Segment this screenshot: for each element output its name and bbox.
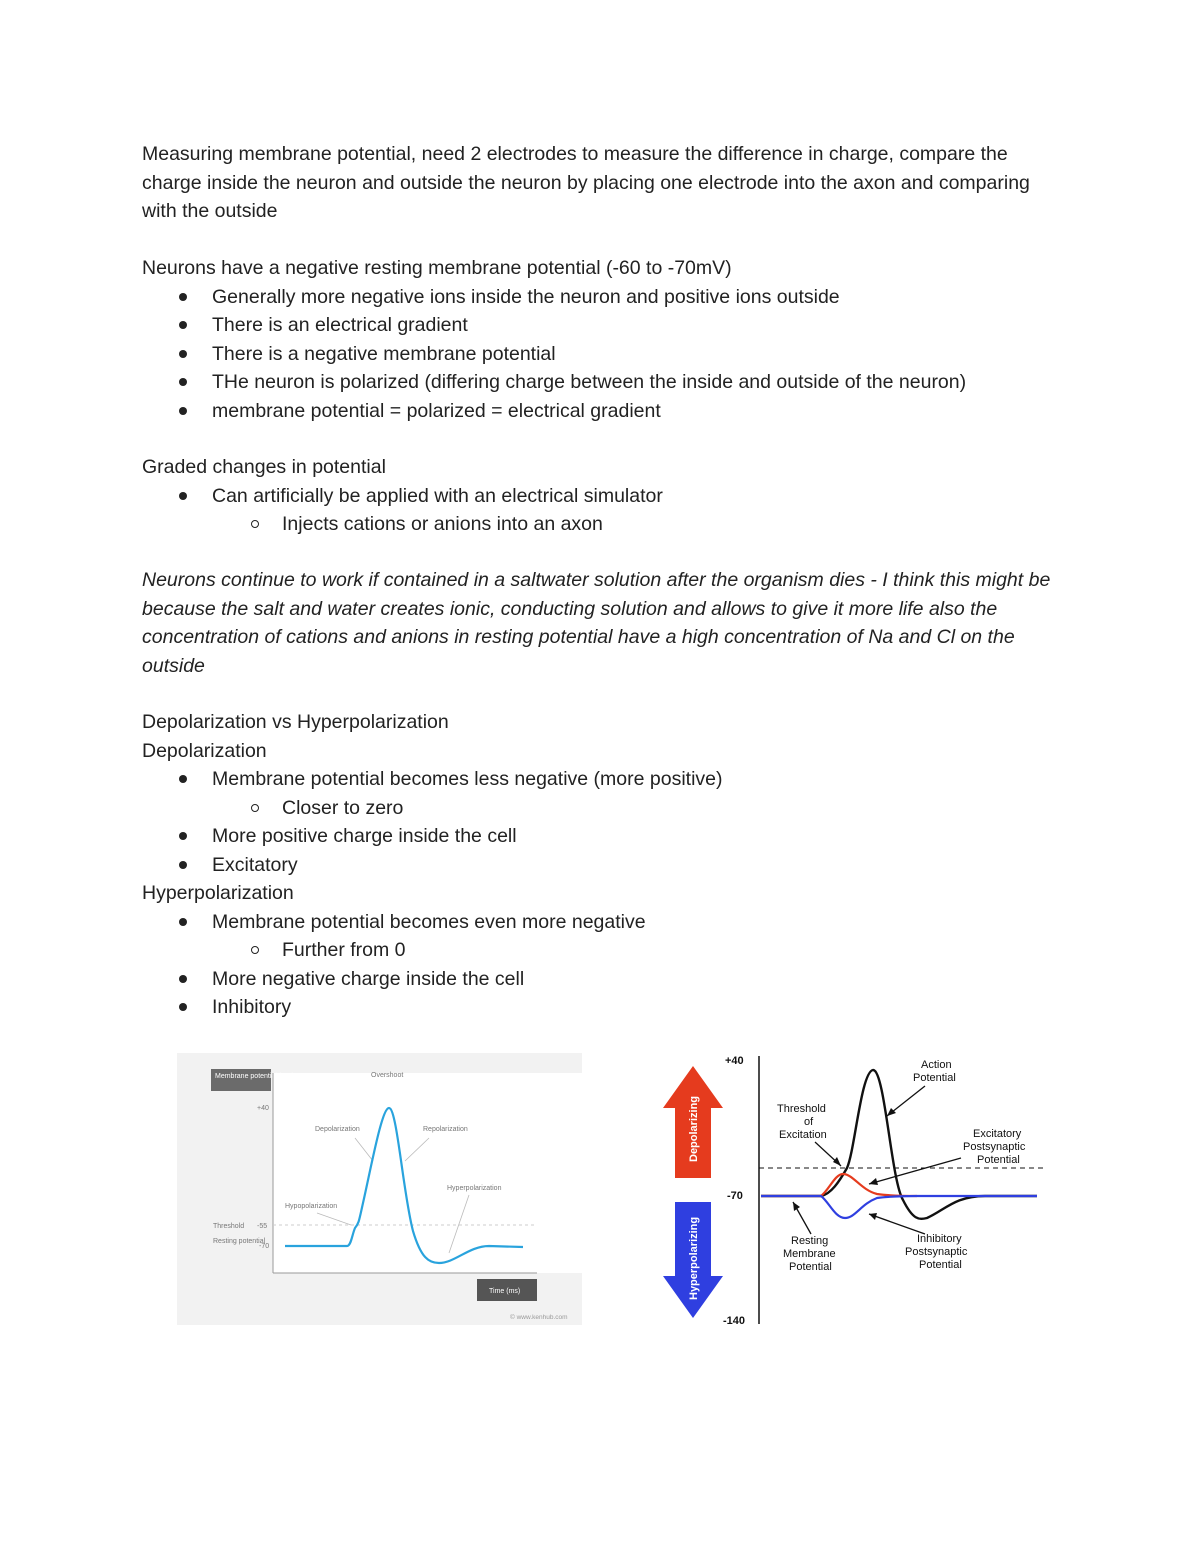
ipsp-line [761,1196,1037,1218]
resting-potential-label: Membrane [783,1248,836,1260]
ipsp-label: Inhibitory [917,1233,962,1245]
tick-plus40: +40 [257,1105,269,1112]
intro-paragraph: Measuring membrane potential, need 2 electrodes to measure the difference in charge, compare the charge inside the neuron and outside the neuron by placing one electrode into the axon and comparing with the outside [142,143,1030,222]
tick-plus40: +40 [725,1055,744,1067]
depolarization-list [142,765,723,879]
x-axis-label: Time (ms) [489,1288,521,1295]
note-paragraph: Neurons continue to work if contained in a saltwater solution after the organism dies - I think this might be because the salt and water creates ionic, conducting solution and allows to give it more life also the concentration of cations and anions in resting potential have a high concentration of Na and Cl on the outside [142,569,1051,677]
list-item: There is a negative membrane potential [142,340,966,369]
threshold-label: Threshold [777,1103,826,1115]
ipsp-label: Potential [919,1259,962,1271]
list-item: There is an electrical gradient [142,311,966,340]
hyperpolarizing-label: Hyperpolarizing [688,1216,700,1300]
list-item: More negative charge inside the cell [142,965,646,994]
resting-potential-label: Potential [789,1261,832,1273]
hyperpolarization-label: Hyperpolarization [447,1185,502,1192]
hyperpolarization-list [142,908,646,1022]
list-item: Generally more negative ions inside the neuron and positive ions outside [142,283,966,312]
graded-heading: Graded changes in potential [142,456,386,478]
tick-minus140: -140 [723,1315,746,1327]
list-subitem: Further from 0 [142,936,646,965]
depolarization-label: Depolarization [315,1126,360,1133]
postsynaptic-potential-graph [655,1050,1055,1330]
resting-value: -70 [259,1243,270,1250]
list-item: Membrane potential becomes even more negative [142,908,646,937]
list-item: Excitatory [142,851,723,880]
list-item: Membrane potential becomes less negative (more positive) [142,765,723,794]
list-item: THe neuron is polarized (differing charge between the inside and outside of the neuron) [142,368,966,397]
depolarizing-label: Depolarizing [688,1095,700,1162]
epsp-label: Excitatory [973,1128,1022,1140]
list-subitem: Closer to zero [142,794,723,823]
list-item: membrane potential = polarized = electrical gradient [142,397,966,426]
list-item: Inhibitory [142,993,646,1022]
resting-label: Resting potential [213,1238,266,1245]
resting-list [142,283,966,426]
threshold-value: -55 [257,1223,268,1230]
repolarization-label: Repolarization [423,1126,468,1133]
tick-minus70: -70 [727,1190,743,1202]
resting-heading: Neurons have a negative resting membrane potential (-60 to -70mV) [142,257,732,279]
action-potential-label: Potential [913,1072,956,1084]
list-subitem: Injects cations or anions into an axon [142,510,663,539]
graded-list [142,482,663,539]
hypopolarization-label: Hypopolarization [285,1203,338,1210]
overshoot-label: Overshoot [371,1072,404,1079]
action-potential-label: Action [921,1059,952,1071]
hyperpolarization-heading: Hyperpolarization [142,882,294,904]
y-axis-label: Membrane potential (mV) [215,1073,294,1080]
list-item: Can artificially be applied with an electrical simulator [142,482,663,511]
list-item: More positive charge inside the cell [142,822,723,851]
epsp-label: Potential [977,1154,1020,1166]
threshold-label: Threshold [213,1223,245,1230]
action-potential-figure [177,1053,582,1325]
depol-vs-hyper-heading: Depolarization vs Hyperpolarization [142,711,449,733]
credit-text: © www.kenhub.com [510,1314,568,1321]
resting-potential-label: Resting [791,1235,829,1247]
depolarization-heading: Depolarization [142,739,267,762]
ipsp-label: Postsynaptic [905,1246,968,1258]
postsynaptic-potential-figure [655,1050,1055,1330]
action-potential-graph [177,1053,582,1325]
epsp-label: Postsynaptic [963,1141,1026,1153]
threshold-label: of [804,1116,814,1128]
threshold-label: Excitation [779,1129,827,1141]
